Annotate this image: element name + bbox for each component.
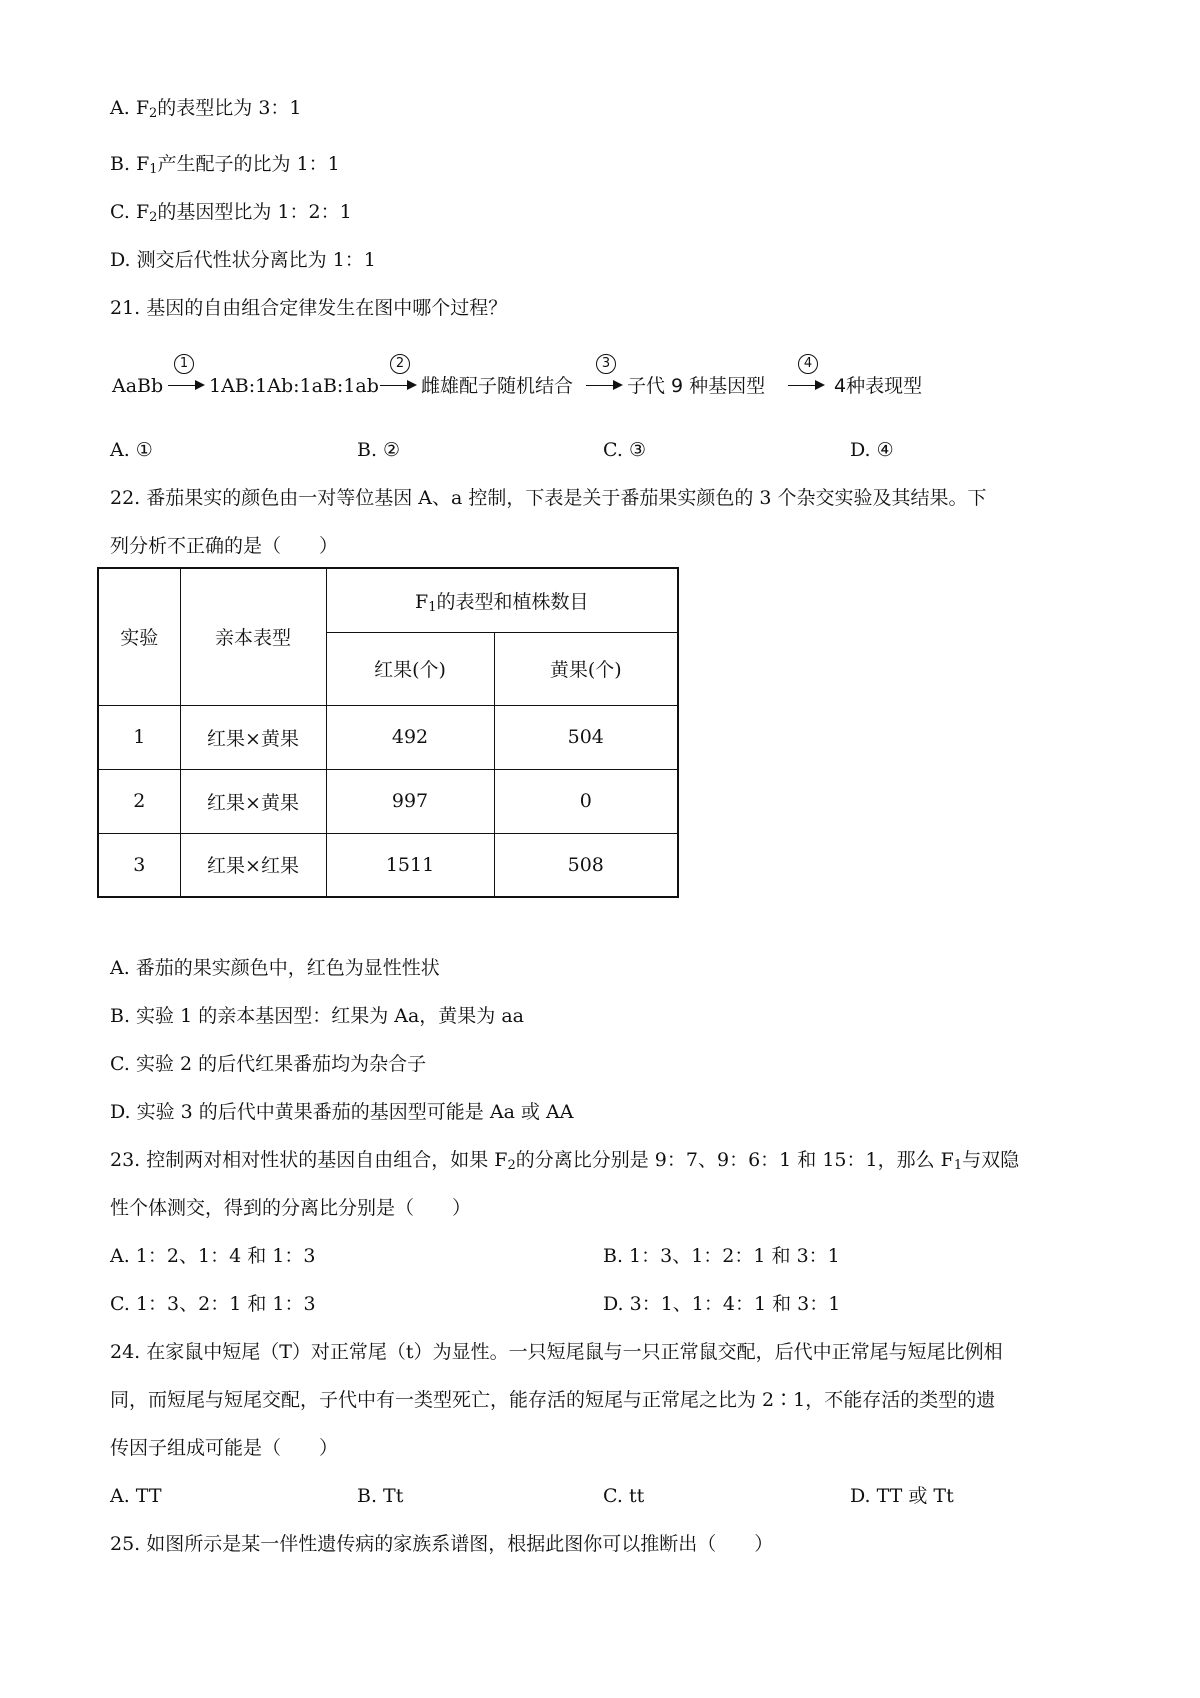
flow-gametes: 1AB:1Ab:1aB:1ab xyxy=(209,375,379,397)
table-row: 3 红果×红果 1511 508 xyxy=(98,833,678,897)
header-red: 红果(个) xyxy=(326,632,494,705)
q20-option-d[interactable]: D. 测交后代性状分离比为 1：1 xyxy=(110,249,376,271)
table-row: 1 红果×黄果 492 504 xyxy=(98,705,678,769)
flow-genotypes: 子代 9 种基因型 xyxy=(627,375,766,397)
q24-stem-line2: 同，而短尾与短尾交配，子代中有一类型死亡，能存活的短尾与正常尾之比为 2∶1，不能存活的类型的遗 xyxy=(110,1389,996,1411)
q21-flow-diagram xyxy=(112,356,1012,406)
q23-option-b[interactable]: B. 1：3、1：2：1 和 3：1 xyxy=(603,1245,840,1267)
flow-phenotypes: 4种表现型 xyxy=(834,375,923,397)
step-marker-2: 2 xyxy=(390,354,410,374)
q20-option-a[interactable]: A. $F_2$的表型比为 3：1 xyxy=(110,97,302,121)
q21-option-a[interactable]: A. ① xyxy=(110,439,153,461)
q23-option-d[interactable]: D. 3：1、1：4：1 和 3：1 xyxy=(603,1293,841,1315)
q21-option-b[interactable]: B. ② xyxy=(357,439,401,461)
q20-option-c[interactable]: C. $F_2$的基因型比为 1：2：1 xyxy=(110,201,352,225)
q20-option-b[interactable]: B. $F_1$产生配子的比为 1：1 xyxy=(110,153,340,177)
step-marker-1: 1 xyxy=(174,354,194,374)
q24-option-c[interactable]: C. tt xyxy=(603,1485,645,1507)
q22-stem-line1: 22. 番茄果实的颜色由一对等位基因 A、a 控制，下表是关于番茄果实颜色的 3 个杂交实验及其结果。下 xyxy=(110,487,987,509)
step-marker-4: 4 xyxy=(798,354,818,374)
q21-option-c[interactable]: C. ③ xyxy=(603,439,646,461)
step-marker-3: 3 xyxy=(596,354,616,374)
q23-stem-line1: 23. 控制两对相对性状的基因自由组合，如果 $F_2$的分离比分别是 9：7、9：6：1 和 15：1，那么 $F_1$与双隐 xyxy=(110,1149,1020,1173)
arrow-1 xyxy=(168,385,203,386)
q22-option-b[interactable]: B. 实验 1 的亲本基因型：红果为 Aa，黄果为 aa xyxy=(110,1005,524,1027)
q22-option-d[interactable]: D. 实验 3 的后代中黄果番茄的基因型可能是 Aa 或 AA xyxy=(110,1101,574,1123)
q21-option-d[interactable]: D. ④ xyxy=(850,439,894,461)
q25-stem: 25. 如图所示是某一伴性遗传病的家族系谱图，根据此图你可以推断出（ ） xyxy=(110,1533,774,1555)
q23-option-c[interactable]: C. 1：3、2：1 和 1：3 xyxy=(110,1293,316,1315)
q22-stem-line2: 列分析不正确的是（ ） xyxy=(110,535,339,557)
flow-start: AaBb xyxy=(112,375,164,397)
flow-fertilization: 雌雄配子随机结合 xyxy=(421,375,574,397)
header-experiment: 实验 xyxy=(98,568,180,705)
q22-results-table xyxy=(97,567,679,898)
header-f1-phenotype: $F_1$的表型和植株数目 xyxy=(326,568,678,632)
q24-option-d[interactable]: D. TT 或 Tt xyxy=(850,1485,954,1507)
arrow-3 xyxy=(586,385,621,386)
header-yellow: 黄果(个) xyxy=(494,632,678,705)
q23-stem-line2: 性个体测交，得到的分离比分别是（ ） xyxy=(110,1197,472,1219)
q22-option-c[interactable]: C. 实验 2 的后代红果番茄均为杂合子 xyxy=(110,1053,427,1075)
arrow-2 xyxy=(380,385,415,386)
q22-option-a[interactable]: A. 番茄的果实颜色中，红色为显性性状 xyxy=(110,957,440,979)
q24-stem-line1: 24. 在家鼠中短尾（T）对正常尾（t）为显性。一只短尾鼠与一只正常鼠交配，后代中正常尾与短尾比例相 xyxy=(110,1341,1003,1363)
table-row: 2 红果×黄果 997 0 xyxy=(98,769,678,833)
q23-option-a[interactable]: A. 1：2、1：4 和 1：3 xyxy=(110,1245,316,1267)
q21-stem: 21. 基因的自由组合定律发生在图中哪个过程？ xyxy=(110,297,508,319)
header-parent-phenotype: 亲本表型 xyxy=(180,568,326,705)
q24-option-b[interactable]: B. Tt xyxy=(357,1485,404,1507)
q24-option-a[interactable]: A. TT xyxy=(110,1485,162,1507)
arrow-4 xyxy=(788,385,823,386)
q24-stem-line3: 传因子组成可能是（ ） xyxy=(110,1437,339,1459)
